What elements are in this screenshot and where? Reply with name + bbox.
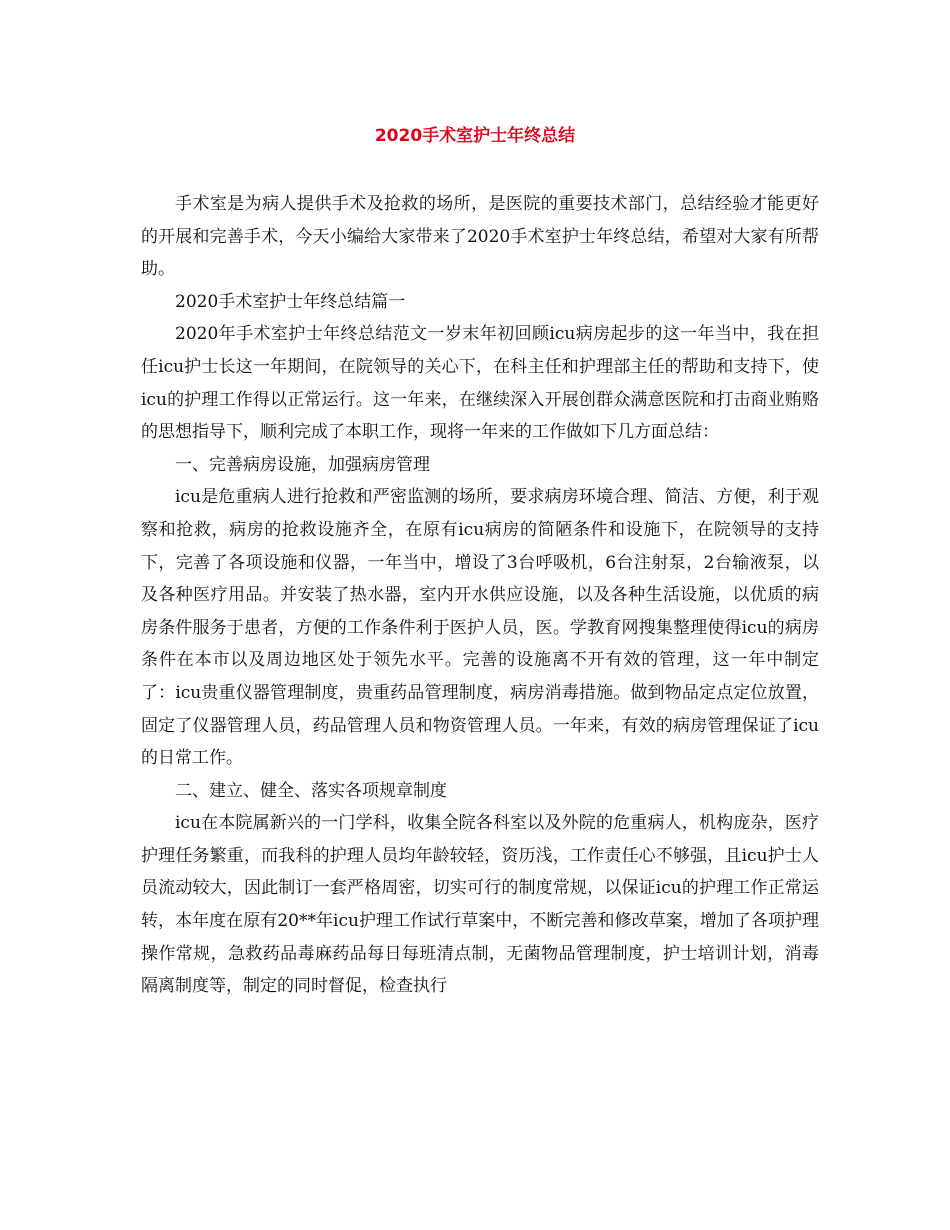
section-heading-part-one: 2020手术室护士年终总结篇一: [175, 291, 406, 312]
paragraph-facilities: icu是危重病人进行抢救和严密监测的场所，要求病房环境合理、简洁、方便，利于观察和抢救，病房的抢救设施齐全，在原有icu病房的简陋条件和设施下，在院领导的支持下，完善了各项设施和仪器，一年当中，增设了3台呼吸机，6台注射泵，2台输液泵，以及各种医疗用品。并安装了热水器，室内开水供应设施，以及各种生活设施，以优质的病房条件服务于患者，方便的工作条件利于医护人员，医。学教育网搜集整理使得icu的病房条件在本市以及周边地区处于领先水平。完善的设施离不开有效的管理，这一年中制定了：icu贵重仪器管理制度，贵重药品管理制度，病房消毒措施。做到物品定点定位放置，固定了仪器管理人员，药品管理人员和物资管理人员。一年来，有效的病房管理保证了icu的日常工作。: [141, 487, 819, 769]
section-heading-facilities: 一、完善病房设施，加强病房管理: [175, 454, 430, 475]
section-heading-regulations: 二、建立、健全、落实各项规章制度: [175, 780, 447, 801]
document-title: 2020手术室护士年终总结: [374, 126, 576, 146]
paragraph-intro: 手术室是为病人提供手术及抢救的场所，是医院的重要技术部门，总结经验才能更好的开展和完善手术，今天小编给大家带来了2020手术室护士年终总结，希望对大家有所帮助。: [141, 194, 819, 280]
paragraph-regulations: icu在本院属新兴的一门学科，收集全院各科室以及外院的危重病人，机构庞杂，医疗护理任务繁重，而我科的护理人员均年龄较轻，资历浅，工作责任心不够强，且icu护士人员流动较大，因此制订一套严格周密，切实可行的制度常规，以保证icu的护理工作正常运转，本年度在原有20**年icu护理工作试行草案中，不断完善和修改草案，增加了各项护理操作常规，急救药品毒麻药品每日每班清点制，无菌物品管理制度，护士培训计划，消毒隔离制度等，制定的同时督促，检查执行: [141, 813, 819, 997]
paragraph-overview: 2020年手术室护士年终总结范文一岁末年初回顾icu病房起步的这一年当中，我在担任icu护士长这一年期间，在院领导的关心下，在科主任和护理部主任的帮助和支持下，使icu的护理工作得以正常运行。这一年来，在继续深入开展创群众满意医院和打击商业贿赂的思想指导下，顺利完成了本职工作，现将一年来的工作做如下几方面总结：: [141, 324, 819, 443]
document-body: [141, 188, 819, 1003]
